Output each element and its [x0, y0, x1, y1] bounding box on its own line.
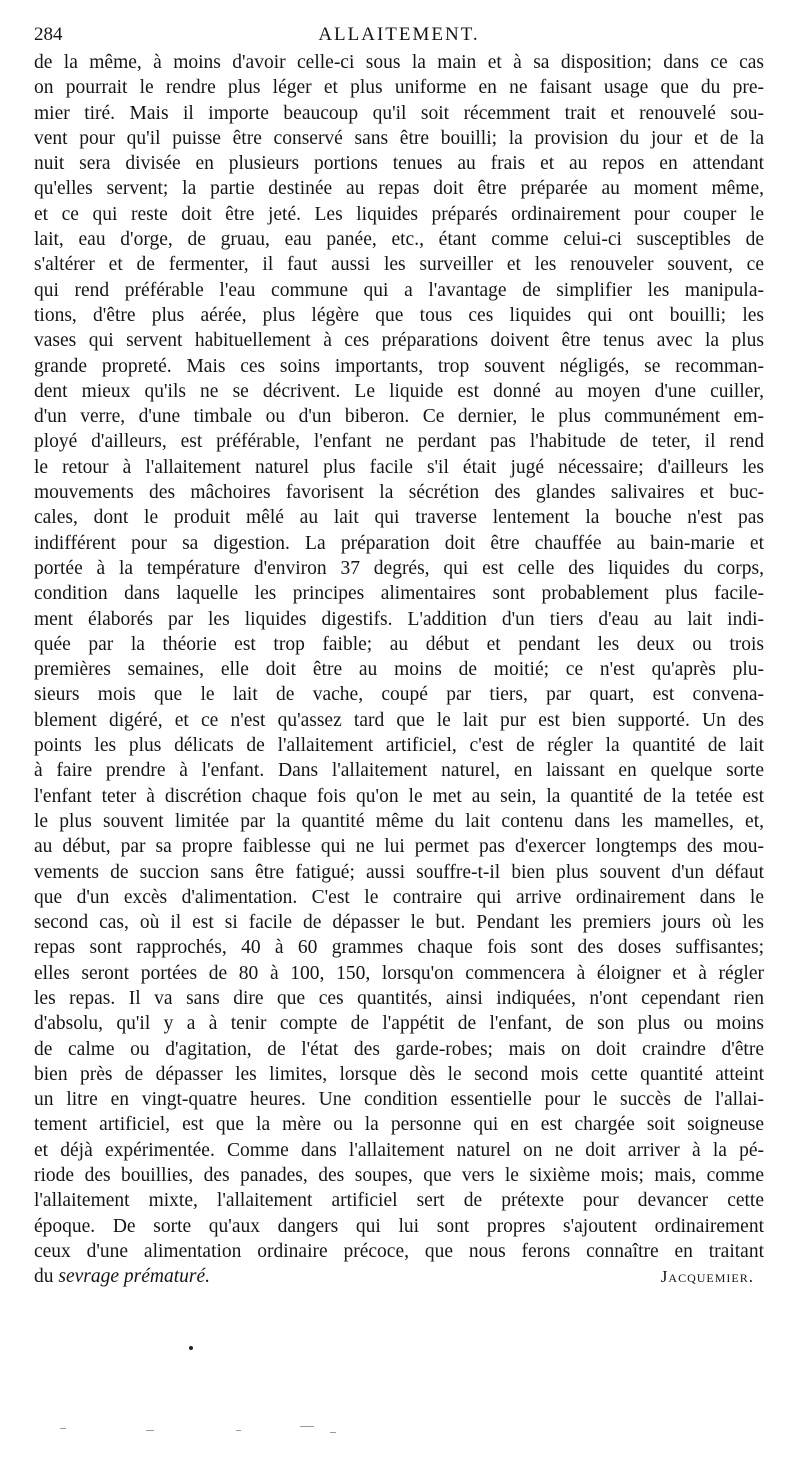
text-line: qu'elles servent; la partie destinée au repas doit être préparée au moment même,	[34, 178, 764, 200]
text-line: condition dans laquelle les principes alimentaires sont probablement plus facile-	[34, 583, 764, 605]
text-line: lait, eau d'orge, de gruau, eau panée, etc., étant comme celui-ci susceptibles de	[34, 229, 764, 251]
text-line: nuit sera divisée en plusieurs portions tenues au frais et au repos en attendant	[34, 153, 764, 175]
text-line: mier tiré. Mais il importe beaucoup qu'il soit récemment trait et renouvelé sou-	[34, 102, 764, 124]
text-line: au début, par sa propre faiblesse qui ne lui permet pas d'exercer longtemps des mou-	[34, 836, 764, 858]
text-line: grande propreté. Mais ces soins importants, trop souvent négligés, se recomman-	[34, 355, 764, 377]
text-line: d'absolu, qu'il y a à tenir compte de l'appétit de l'enfant, de son plus ou moins	[34, 1013, 764, 1035]
text-line: vases qui servent habituellement à ces préparations doivent être tenus avec la plus	[34, 330, 764, 352]
text-line: sieurs mois que le lait de vache, coupé par tiers, par quart, est convena-	[34, 684, 764, 706]
scan-speck	[300, 1426, 314, 1427]
scan-speck	[330, 1432, 336, 1433]
text-line: on pourrait le rendre plus léger et plus uniforme en ne faisant usage que du pre-	[34, 77, 764, 99]
page-header	[34, 20, 764, 50]
text-line: dent mieux qu'ils ne se décrivent. Le liquide est donné au moyen d'une cuiller,	[34, 380, 764, 402]
scan-speck	[60, 1428, 66, 1429]
text-line: quée par la théorie est trop faible; au début et pendant les deux ou trois	[34, 633, 764, 655]
text-line: que d'un excès d'alimentation. C'est le contraire qui arrive ordinairement dans le	[34, 886, 764, 908]
text-line: l'enfant teter à discrétion chaque fois qu'on le met au sein, la quantité de la tetée est	[34, 785, 764, 807]
text-line: premières semaines, elle doit être au moins de moitié; ce n'est qu'après plu-	[34, 659, 764, 681]
text-line: qui rend préférable l'eau commune qui a l'avantage de simplifier les manipula-	[34, 279, 764, 301]
text-line: époque. De sorte qu'aux dangers qui lui sont propres s'ajoutent ordinairement	[34, 1215, 764, 1237]
closing-term: sevrage prématuré.	[58, 1266, 211, 1288]
text-line: l'allaitement mixte, l'allaitement artificiel sert de prétexte pour devancer cette	[34, 1190, 764, 1212]
text-line: points les plus délicats de l'allaitement artificiel, c'est de régler la quantité de lait	[34, 735, 764, 757]
text-line: tions, d'être plus aérée, plus légère que tous ces liquides qui ont bouilli; les	[34, 304, 764, 326]
text-line: ceux d'une alimentation ordinaire précoce, que nous ferons connaître en traitant	[34, 1240, 764, 1262]
text-line: vent pour qu'il puisse être conservé sans être bouilli; la provision du jour et de la	[34, 127, 764, 149]
scan-speck	[236, 1430, 241, 1431]
text-line: elles seront portées de 80 à 100, 150, lorsqu'on commencera à éloigner et à régler	[34, 962, 764, 984]
text-line: un litre en vingt-quatre heures. Une condition essentielle pour le succès de l'allai-	[34, 1089, 764, 1111]
text-line: le plus souvent limitée par la quantité même du lait contenu dans les mamelles, et,	[34, 810, 764, 832]
book-page	[34, 20, 764, 1290]
text-line: de calme ou d'agitation, de l'état des garde-robes; mais on doit craindre d'être	[34, 1038, 764, 1060]
text-line: vements de succion sans être fatigué; aussi souffre-t-il bien plus souvent d'un défaut	[34, 861, 764, 883]
text-line: ployé d'ailleurs, est préférable, l'enfant ne perdant pas l'habitude de teter, il rend	[34, 431, 764, 453]
scan-speck	[146, 1430, 154, 1431]
text-line: s'altérer et de fermenter, il faut aussi les surveiller et les renouveler souvent, ce	[34, 254, 764, 276]
text-line: à faire prendre à l'enfant. Dans l'allaitement naturel, en laissant en quelque sorte	[34, 760, 764, 782]
ink-dot	[189, 1346, 193, 1350]
text-line: et déjà expérimentée. Comme dans l'allaitement naturel on ne doit arriver à la pé-	[34, 1139, 764, 1161]
closing-text	[34, 1264, 210, 1290]
text-line: indifférent pour sa digestion. La préparation doit être chauffée au bain-marie et	[34, 532, 764, 554]
text-line: tement artificiel, est que la mère ou la personne qui en est chargée soit soigneuse	[34, 1114, 764, 1136]
text-line: second cas, où il est si facile de dépasser le but. Pendant les premiers jours où les	[34, 912, 764, 934]
text-line: blement digéré, et ce n'est qu'assez tard que le lait pur est bien supporté. Un des	[34, 709, 764, 731]
text-line: cales, dont le produit mêlé au lait qui traverse lentement la bouche n'est pas	[34, 507, 764, 529]
text-line: les repas. Il va sans dire que ces quantités, ainsi indiquées, n'ont cependant rien	[34, 987, 764, 1009]
text-line: et ce qui reste doit être jeté. Les liquides préparés ordinairement pour couper le	[34, 203, 764, 225]
body-paragraph	[34, 50, 764, 1264]
text-line: bien près de dépasser les limites, lorsque dès le second mois cette quantité atteint	[34, 1063, 764, 1085]
text-line: ment élaborés par les liquides digestifs. L'addition d'un tiers d'eau au lait indi-	[34, 608, 764, 630]
text-line: de la même, à moins d'avoir celle-ci sous la main et à sa disposition; dans ce cas	[34, 52, 764, 73]
author-signature: Jacquemier.	[660, 1267, 754, 1287]
closing-prefix: du	[34, 1266, 54, 1288]
text-line: d'un verre, d'une timbale ou d'un biberon. Ce dernier, le plus communément em-	[34, 406, 764, 428]
text-line: le retour à l'allaitement naturel plus facile s'il était jugé nécessaire; d'ailleurs les	[34, 456, 764, 478]
text-line: repas sont rapprochés, 40 à 60 grammes chaque fois sont des doses suffisantes;	[34, 937, 764, 959]
text-line: riode des bouillies, des panades, des soupes, que vers le sixième mois; mais, comme	[34, 1165, 764, 1187]
closing-line	[34, 1264, 764, 1290]
text-line: mouvements des mâchoires favorisent la sécrétion des glandes salivaires et buc-	[34, 482, 764, 504]
text-line: portée à la température d'environ 37 degrés, qui est celle des liquides du corps,	[34, 557, 764, 579]
page-number: 284	[34, 24, 63, 45]
running-title: ALLAITEMENT.	[318, 24, 480, 45]
